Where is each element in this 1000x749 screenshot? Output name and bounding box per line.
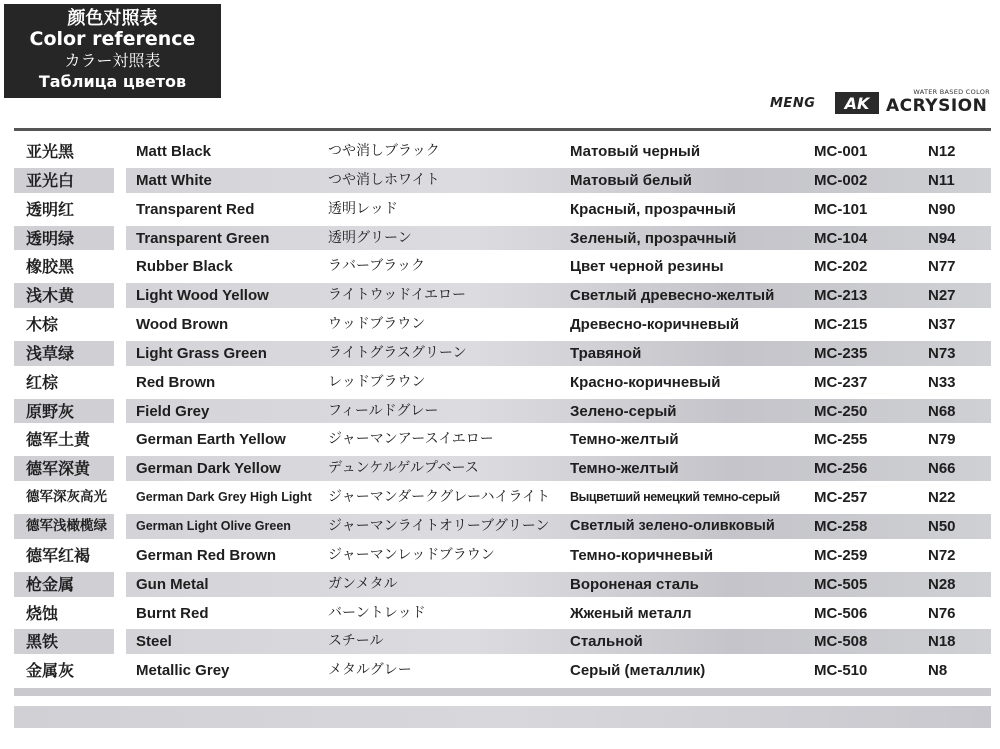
russian-name: Стальной	[570, 633, 643, 651]
table-row	[14, 397, 991, 426]
color-code: MC-104	[814, 229, 868, 247]
color-code: MC-257	[814, 489, 868, 507]
chinese-name: 德军深黄	[26, 459, 91, 479]
japanese-name: ガンメタル	[328, 575, 398, 592]
table-row	[14, 310, 991, 339]
chinese-name: 浅木黄	[26, 286, 75, 306]
japanese-name: ジャーマンレッドブラウン	[328, 546, 495, 563]
japanese-name: レッドブラウン	[328, 373, 426, 390]
japanese-name: フィールドグレー	[328, 402, 439, 419]
color-code: MC-213	[814, 287, 868, 305]
n-code: N22	[928, 489, 956, 507]
japanese-name: ジャーマンダークグレーハイライト	[328, 489, 551, 506]
color-code: MC-510	[814, 662, 868, 680]
english-name: Transparent Red	[136, 200, 255, 218]
english-name: Burnt Red	[136, 604, 209, 622]
table-row	[14, 454, 991, 483]
meng-logo: MENG	[770, 96, 816, 111]
table-row	[14, 425, 991, 454]
color-code: MC-002	[814, 171, 868, 189]
n-code: N28	[928, 575, 956, 593]
russian-name: Темно-желтый	[570, 431, 679, 449]
n-code: N33	[928, 373, 956, 391]
ak-logo-text: AK	[844, 94, 870, 113]
color-code: MC-258	[814, 517, 868, 535]
n-code: N73	[928, 344, 956, 362]
japanese-name: ウッドブラウン	[328, 316, 426, 333]
table-row	[14, 656, 991, 685]
japanese-name: デュンケルゲルプベース	[328, 460, 479, 477]
russian-name: Матовый черный	[570, 143, 701, 160]
color-code: MC-508	[814, 633, 868, 651]
english-name: Transparent Green	[136, 229, 270, 247]
russian-name: Зелено-серый	[570, 402, 677, 420]
n-code: N8	[928, 662, 948, 680]
russian-name: Вороненая сталь	[570, 575, 699, 593]
chinese-name: 亚光黑	[26, 142, 75, 161]
table-row	[14, 339, 991, 368]
table-row	[14, 281, 991, 310]
chinese-name: 木棕	[26, 315, 59, 335]
table-row	[14, 599, 991, 628]
color-code: MC-202	[814, 258, 868, 276]
n-code: N27	[928, 287, 956, 305]
english-name: Light Wood Yellow	[136, 287, 269, 305]
header-rule	[14, 128, 991, 131]
n-code: N11	[928, 171, 955, 189]
english-name: German Light Olive Green	[136, 518, 291, 533]
title-japanese: カラー対照表	[64, 51, 161, 70]
footer-band-thin	[14, 688, 991, 696]
color-code: MC-237	[814, 373, 868, 391]
chinese-name: 黑铁	[26, 632, 59, 652]
english-name: Rubber Black	[136, 258, 233, 276]
japanese-name: ライトグラスグリーン	[328, 344, 467, 361]
russian-name: Темно-коричневый	[570, 546, 714, 564]
table-row	[14, 224, 991, 253]
color-code: MC-505	[814, 575, 868, 593]
english-name: Wood Brown	[136, 316, 229, 334]
n-code: N66	[928, 460, 956, 478]
n-code: N18	[928, 633, 956, 651]
russian-name: Цвет черной резины	[570, 258, 724, 276]
color-code: MC-250	[814, 402, 868, 420]
russian-name: Серый (металлик)	[570, 662, 706, 680]
table-row	[14, 368, 991, 397]
table-row	[14, 570, 991, 599]
color-code: MC-506	[814, 604, 868, 622]
russian-name: Выцветший немецкий темно-серый	[570, 490, 780, 505]
russian-name: Древесно-коричневый	[570, 316, 740, 334]
color-code: MC-259	[814, 546, 868, 564]
japanese-name: ジャーマンライトオリーブグリーン	[328, 517, 550, 534]
chinese-name: 德军浅橄榄绿	[26, 517, 107, 534]
russian-name: Красно-коричневый	[570, 373, 721, 391]
english-name: German Dark Yellow	[136, 460, 281, 478]
brand-logos	[770, 88, 992, 120]
english-name: Field Grey	[136, 402, 210, 420]
n-code: N94	[928, 229, 956, 247]
english-name: Gun Metal	[136, 575, 209, 593]
english-name: Metallic Grey	[136, 662, 230, 680]
color-table	[14, 137, 991, 685]
acrysion-wordmark: ACRYSION	[886, 96, 988, 116]
title-box	[4, 4, 221, 98]
title-chinese: 颜色对照表	[67, 8, 158, 29]
english-name: Red Brown	[136, 373, 216, 391]
chinese-name: 烧蚀	[26, 603, 59, 623]
english-name: Matt White	[136, 171, 212, 189]
japanese-name: ライトウッドイエロー	[328, 287, 467, 304]
n-code: N68	[928, 402, 956, 420]
japanese-name: メタルグレー	[328, 662, 412, 679]
table-row	[14, 541, 991, 570]
n-code: N79	[928, 431, 956, 449]
title-english: Color reference	[29, 28, 196, 50]
n-code: N76	[928, 604, 956, 622]
acrysion-logo	[886, 88, 992, 118]
title-russian: Таблица цветов	[38, 72, 187, 91]
chinese-name: 德军土黄	[26, 430, 91, 450]
table-row	[14, 137, 991, 166]
japanese-name: つや消しブラック	[328, 143, 440, 159]
chinese-name: 原野灰	[26, 401, 75, 421]
chinese-name: 浅草绿	[26, 343, 75, 363]
russian-name: Светлый древесно-желтый	[570, 287, 775, 305]
chinese-name: 橡胶黑	[26, 257, 75, 277]
russian-name: Зеленый, прозрачный	[570, 229, 737, 247]
russian-name: Темно-желтый	[570, 460, 679, 478]
color-code: MC-215	[814, 316, 868, 334]
table-row	[14, 512, 991, 541]
ak-logo	[835, 92, 879, 118]
chinese-name: 透明红	[26, 199, 75, 219]
chinese-name: 亚光白	[26, 170, 75, 190]
n-code: N90	[928, 200, 956, 218]
n-code: N77	[928, 258, 956, 276]
japanese-name: ラバーブラック	[328, 258, 426, 275]
russian-name: Жженый металл	[570, 604, 692, 622]
table-row	[14, 166, 991, 195]
n-code: N12	[928, 143, 956, 160]
n-code: N37	[928, 316, 956, 334]
n-code: N72	[928, 546, 956, 564]
japanese-name: 透明グリーン	[328, 229, 412, 246]
japanese-name: スチール	[328, 633, 384, 650]
table-row	[14, 483, 991, 512]
table-row	[14, 627, 991, 656]
japanese-name: つや消しホワイト	[328, 171, 440, 188]
japanese-name: ジャーマンアースイエロー	[328, 431, 494, 448]
color-code: MC-255	[814, 431, 868, 449]
n-code: N50	[928, 517, 956, 535]
russian-name: Красный, прозрачный	[570, 200, 737, 218]
english-name: Matt Black	[136, 143, 212, 160]
table-row	[14, 195, 991, 224]
chinese-name: 枪金属	[26, 574, 75, 594]
color-code: MC-256	[814, 460, 868, 478]
color-code: MC-001	[814, 143, 868, 160]
chinese-name: 金属灰	[26, 661, 75, 681]
english-name: German Earth Yellow	[136, 431, 286, 449]
english-name: Steel	[136, 633, 172, 651]
english-name: German Dark Grey High Light	[136, 490, 312, 505]
acrysion-tagline: WATER BASED COLOR	[913, 88, 990, 96]
russian-name: Травяной	[570, 344, 642, 362]
russian-name: Матовый белый	[570, 171, 692, 189]
japanese-name: バーントレッド	[328, 604, 426, 621]
chinese-name: 德军深灰高光	[26, 489, 107, 506]
color-code: MC-235	[814, 344, 868, 362]
chinese-name: 德军红褐	[26, 545, 91, 565]
footer-band	[14, 706, 991, 728]
english-name: German Red Brown	[136, 546, 277, 564]
chinese-name: 红棕	[26, 372, 59, 392]
russian-name: Светлый зелено-оливковый	[570, 517, 775, 534]
english-name: Light Grass Green	[136, 344, 267, 362]
chinese-name: 透明绿	[26, 228, 75, 248]
color-code: MC-101	[814, 200, 868, 218]
table-row	[14, 252, 991, 281]
japanese-name: 透明レッド	[328, 200, 398, 217]
